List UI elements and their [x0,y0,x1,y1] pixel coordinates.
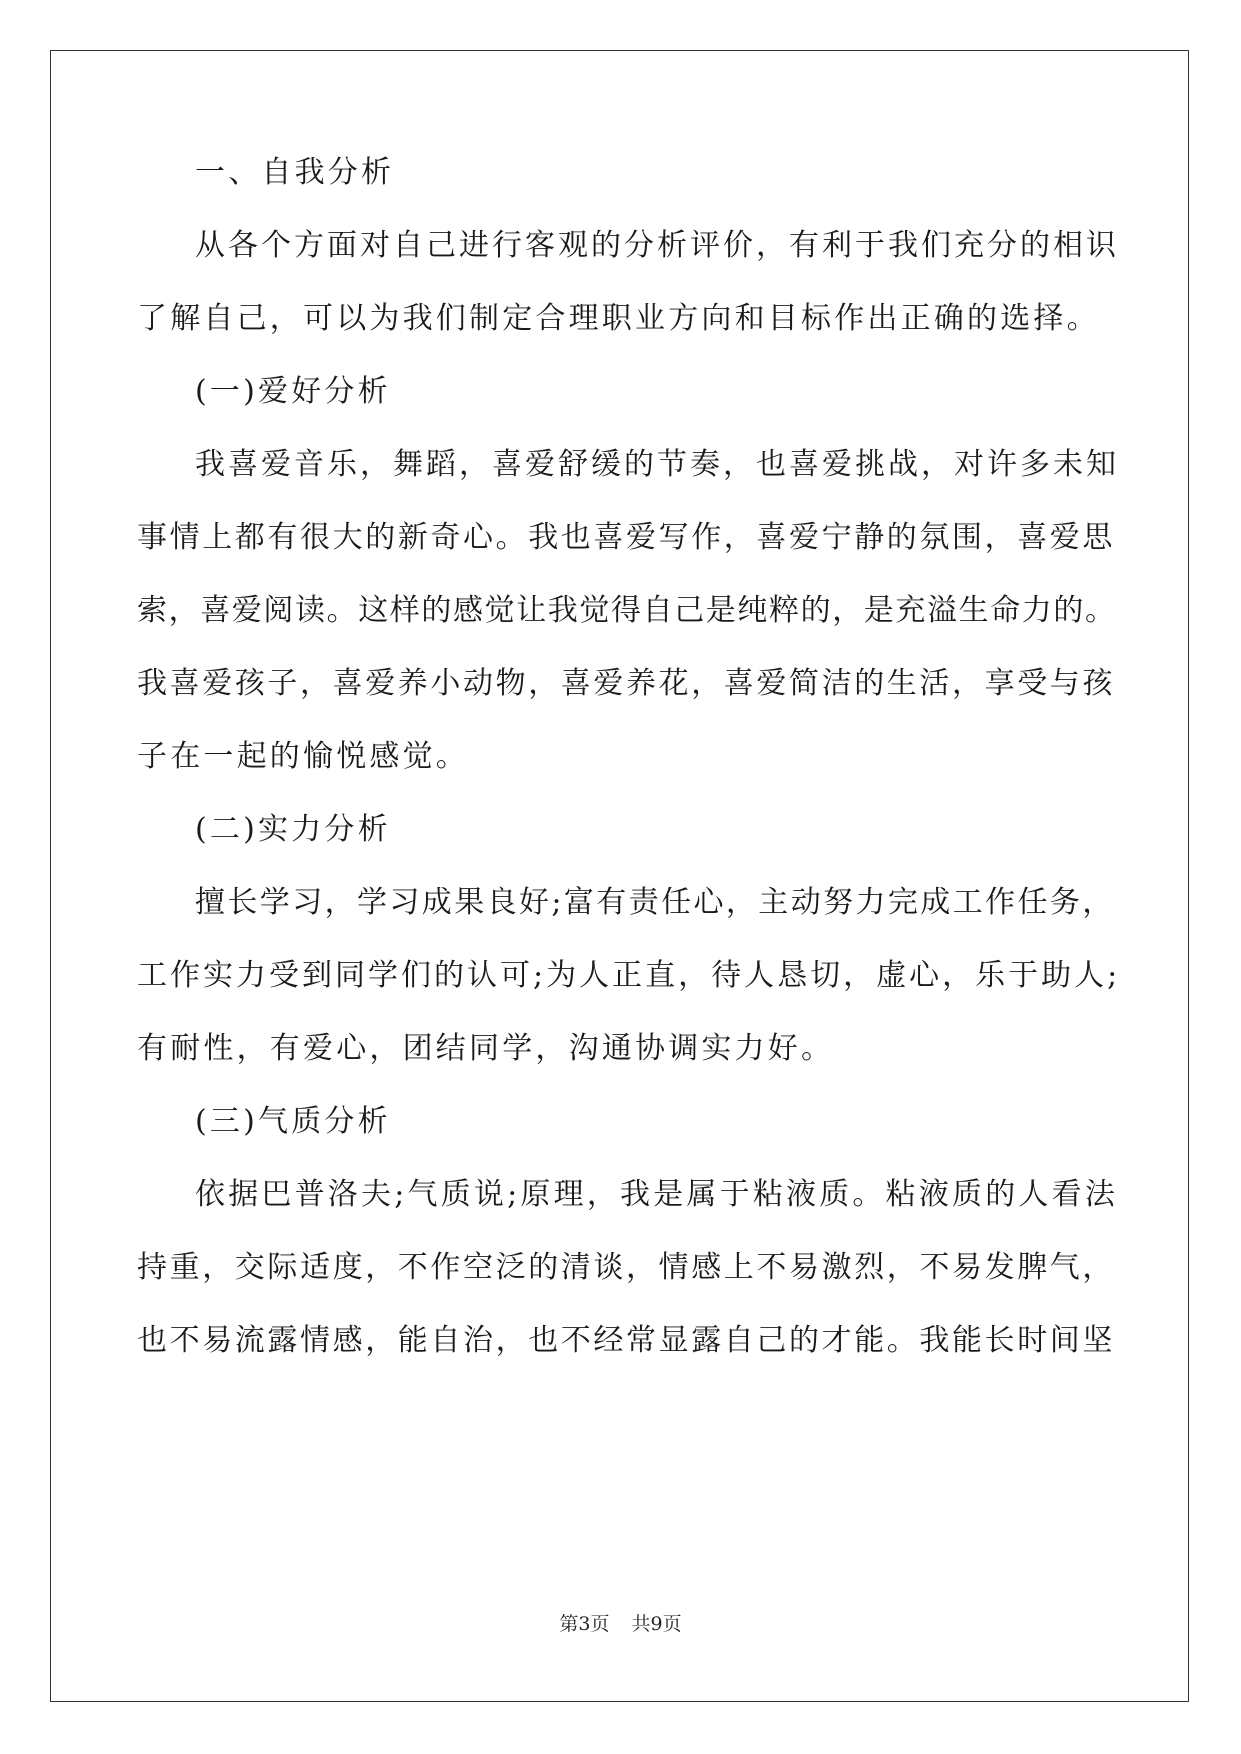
paragraph-line: 工作实力受到同学们的认可;为人正直，待人恳切，虚心，乐于助人; [137,958,1121,993]
paragraph-line: 子在一起的愉悦感觉。 [137,739,469,774]
paragraph-line: 事情上都有很大的新奇心。我也喜爱写作，喜爱宁静的氛围，喜爱思 [137,520,1115,555]
paragraph-line: 我喜爱音乐，舞蹈，喜爱舒缓的节奏，也喜爱挑战，对许多未知 [195,447,1119,482]
page-border [50,50,1189,1702]
page-number-current: 第3页 [559,1613,610,1635]
paragraph-line: 了解自己，可以为我们制定合理职业方向和目标作出正确的选择。 [137,301,1100,336]
paragraph-line: 擅长学习，学习成果良好;富有责任心，主动努力完成工作任务， [195,885,1115,920]
heading-hobby-analysis: (一)爱好分析 [195,374,391,409]
paragraph-line: 有耐性，有爱心，团结同学，沟通协调实力好。 [137,1031,835,1066]
heading-self-analysis: 一、自我分析 [195,155,395,190]
heading-temperament-analysis: (三)气质分析 [195,1104,391,1139]
paragraph-line: 依据巴普洛夫;气质说;原理，我是属于粘液质。粘液质的人看法 [195,1177,1119,1212]
heading-ability-analysis: (二)实力分析 [195,812,391,847]
paragraph-line: 也不易流露情感，能自治，也不经常显露自己的才能。我能长时间坚 [137,1323,1115,1358]
page-footer [0,1612,1241,1636]
page-number-total: 共9页 [631,1613,682,1635]
paragraph-line: 持重，交际适度，不作空泛的清谈，情感上不易激烈，不易发脾气， [137,1250,1115,1285]
paragraph-line: 索，喜爱阅读。这样的感觉让我觉得自己是纯粹的，是充溢生命力的。 [137,593,1117,628]
paragraph-line: 从各个方面对自己进行客观的分析评价，有利于我们充分的相识 [195,228,1119,263]
paragraph-line: 我喜爱孩子，喜爱养小动物，喜爱养花，喜爱简洁的生活，享受与孩 [137,666,1115,701]
